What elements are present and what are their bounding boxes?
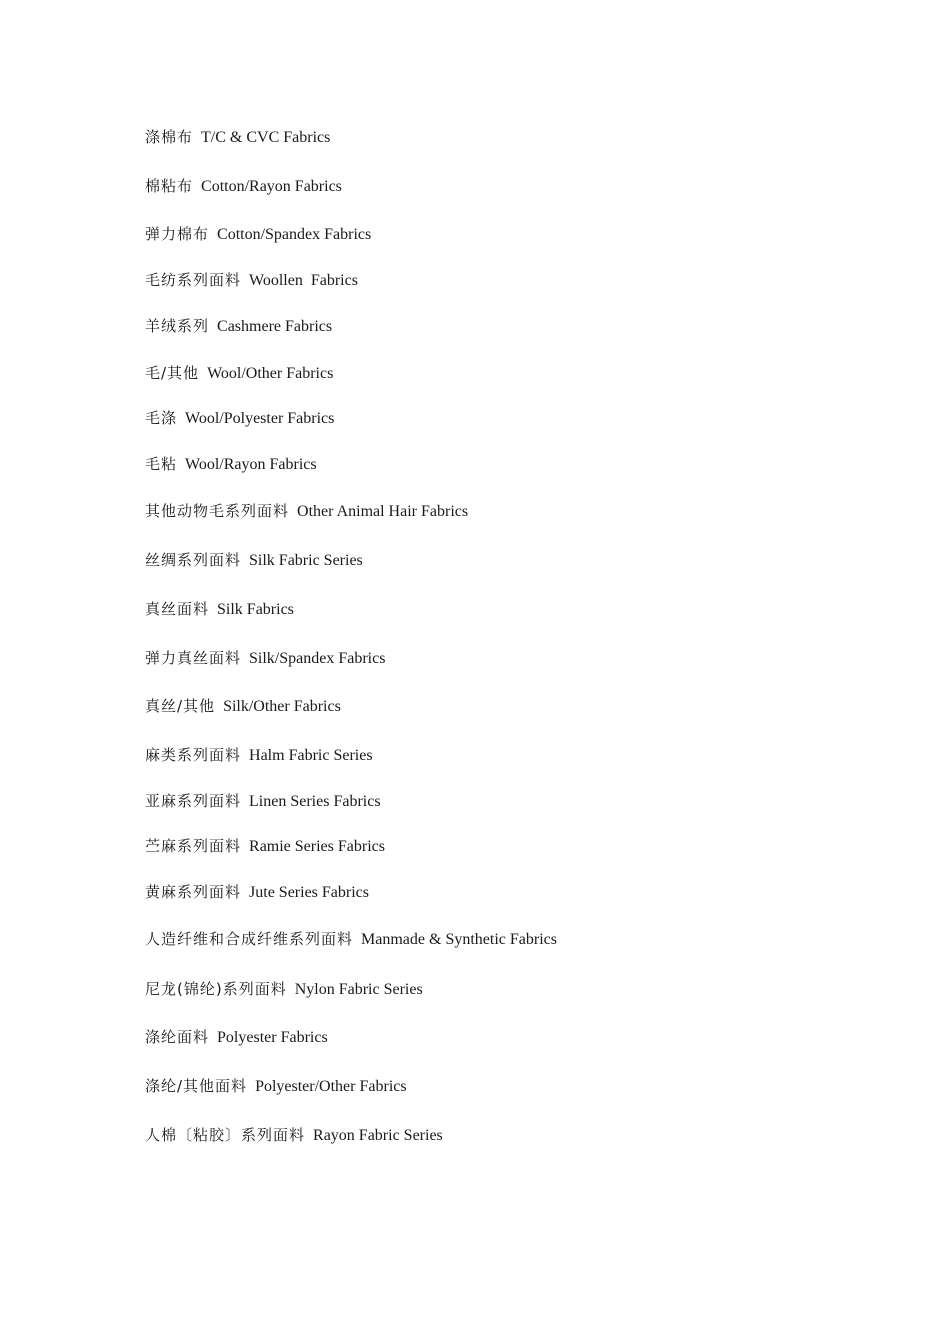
- fabric-name-en: Ramie Series Fabrics: [249, 838, 385, 855]
- fabric-name-en: Silk/Spandex Fabrics: [249, 650, 386, 667]
- fabric-name-en: Cotton/Spandex Fabrics: [217, 226, 372, 243]
- fabric-name-zh: 弹力棉布: [145, 225, 210, 243]
- fabric-entry: [145, 408, 334, 429]
- fabric-name-en: Silk Fabrics: [217, 601, 294, 618]
- fabric-name-zh: 真丝/其他: [145, 697, 216, 715]
- fabric-name-zh: 其他动物毛系列面料: [145, 502, 290, 520]
- fabric-name-zh: 真丝面料: [145, 600, 210, 618]
- fabric-entry: [145, 176, 342, 197]
- fabric-name-zh: 棉粘布: [145, 177, 194, 195]
- fabric-name-en: Jute Series Fabrics: [249, 884, 369, 901]
- fabric-name-zh: 毛涤: [145, 409, 178, 427]
- fabric-name-zh: 涤纶/其他面料: [145, 1077, 248, 1095]
- fabric-name-en: Halm Fabric Series: [249, 747, 373, 764]
- fabric-entry: [145, 882, 369, 903]
- fabric-name-zh: 麻类系列面料: [145, 746, 242, 764]
- fabric-entry: [145, 363, 333, 384]
- fabric-name-en: T/C & CVC Fabrics: [201, 129, 331, 146]
- fabric-name-en: Silk Fabric Series: [249, 552, 363, 569]
- fabric-name-zh: 尼龙(锦纶)系列面料: [145, 980, 287, 998]
- fabric-entry: [145, 791, 381, 812]
- fabric-name-zh: 羊绒系列: [145, 317, 210, 335]
- fabric-name-zh: 黄麻系列面料: [145, 883, 242, 901]
- fabric-name-en: Woollen Fabrics: [249, 272, 358, 289]
- fabric-entry: [145, 501, 468, 522]
- fabric-entry: [145, 979, 423, 1000]
- fabric-name-en: Wool/Other Fabrics: [207, 365, 334, 382]
- fabric-entry: [145, 1125, 443, 1146]
- fabric-name-en: Rayon Fabric Series: [313, 1127, 443, 1144]
- fabric-name-zh: 毛/其他: [145, 364, 200, 382]
- fabric-name-en: Polyester/Other Fabrics: [255, 1078, 407, 1095]
- fabric-entry: [145, 745, 373, 766]
- fabric-name-en: Linen Series Fabrics: [249, 793, 381, 810]
- fabric-name-zh: 毛粘: [145, 455, 178, 473]
- fabric-name-en: Wool/Rayon Fabrics: [185, 456, 317, 473]
- fabric-name-zh: 人造纤维和合成纤维系列面料: [145, 930, 354, 948]
- fabric-entry: [145, 316, 332, 337]
- fabric-name-en: Nylon Fabric Series: [294, 981, 423, 998]
- fabric-entry: [145, 550, 363, 571]
- fabric-entry: [145, 929, 557, 950]
- fabric-entry: [145, 648, 385, 669]
- fabric-entry: [145, 270, 358, 291]
- fabric-entry: [145, 599, 294, 620]
- fabric-entry: [145, 454, 317, 475]
- fabric-entry: [145, 1027, 328, 1048]
- fabric-name-zh: 亚麻系列面料: [145, 792, 242, 810]
- fabric-entry: [145, 224, 371, 245]
- fabric-name-zh: 丝绸系列面料: [145, 551, 242, 569]
- fabric-name-zh: 弹力真丝面料: [145, 649, 242, 667]
- fabric-name-en: Silk/Other Fabrics: [223, 698, 341, 715]
- fabric-name-zh: 苎麻系列面料: [145, 837, 242, 855]
- fabric-name-en: Cashmere Fabrics: [217, 318, 333, 335]
- fabric-name-en: Polyester Fabrics: [217, 1029, 328, 1046]
- fabric-name-zh: 毛纺系列面料: [145, 271, 242, 289]
- fabric-entry: [145, 836, 385, 857]
- fabric-entry: [145, 127, 330, 148]
- fabric-name-en: Manmade & Synthetic Fabrics: [361, 931, 557, 948]
- fabric-name-zh: 涤棉布: [145, 128, 194, 146]
- fabric-name-en: Other Animal Hair Fabrics: [297, 503, 469, 520]
- fabric-name-en: Cotton/Rayon Fabrics: [201, 178, 342, 195]
- fabric-name-zh: 涤纶面料: [145, 1028, 210, 1046]
- fabric-name-en: Wool/Polyester Fabrics: [185, 410, 335, 427]
- fabric-entry: [145, 696, 341, 717]
- fabric-name-zh: 人棉〔粘胶〕系列面料: [145, 1126, 306, 1144]
- fabric-entry: [145, 1076, 407, 1097]
